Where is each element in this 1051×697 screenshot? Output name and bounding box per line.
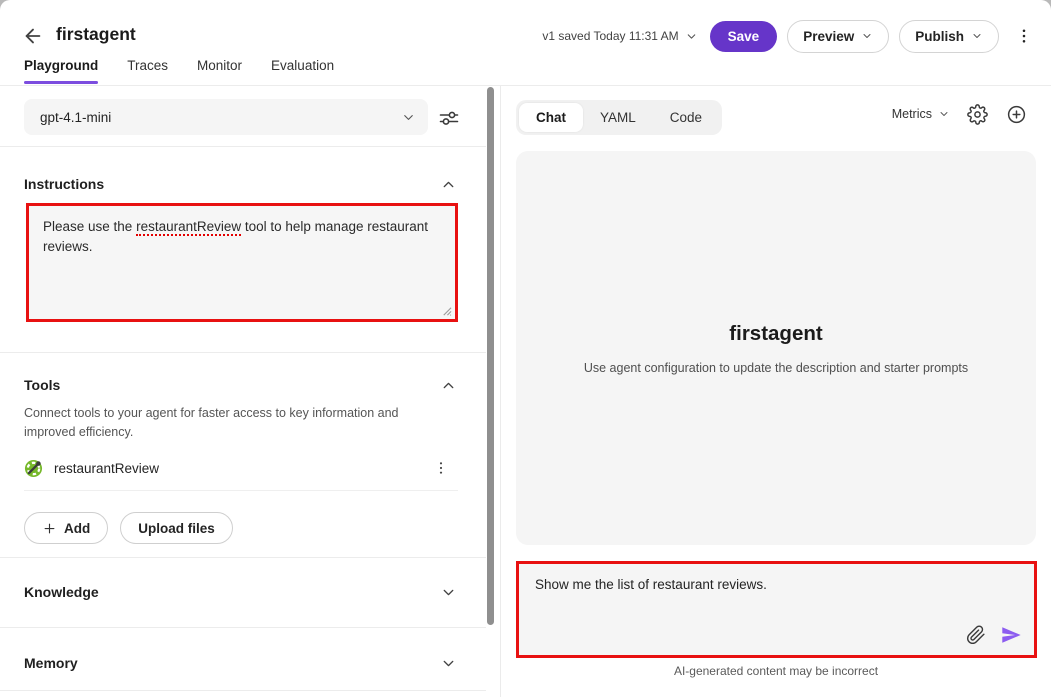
tab-chat[interactable]: Chat — [519, 103, 583, 132]
instructions-section-title: Instructions — [24, 176, 105, 192]
instructions-collapse-button[interactable] — [440, 172, 464, 196]
instructions-text-after: tool to help manage restaurant reviews. — [43, 219, 428, 255]
chat-settings-button[interactable] — [967, 103, 989, 125]
header-actions — [540, 18, 1037, 54]
page-title: firstagent — [56, 24, 136, 44]
chevron-up-icon — [440, 377, 464, 394]
chevron-down-icon — [401, 110, 416, 125]
preview-button-label: Preview — [803, 28, 855, 44]
add-tool-button[interactable] — [24, 512, 108, 544]
arrow-left-icon — [22, 25, 44, 47]
chat-toolbar-actions — [892, 103, 1028, 125]
metrics-label: Metrics — [891, 107, 932, 121]
chevron-down-icon — [685, 30, 698, 43]
tab-evaluation[interactable]: Evaluation — [271, 58, 335, 73]
attach-file-button[interactable] — [966, 624, 988, 646]
view-switcher — [516, 100, 722, 135]
tab-yaml[interactable]: YAML — [583, 103, 653, 132]
chat-conversation-area — [516, 151, 1036, 545]
tool-name: restaurantReview — [54, 460, 160, 476]
divider — [0, 557, 486, 558]
publish-button-label: Publish — [915, 28, 964, 44]
agent-config-panel — [0, 86, 497, 697]
tools-section-title: Tools — [24, 377, 61, 393]
tools-description: Connect tools to your agent for faster access to key information and improved efficiency. — [24, 406, 399, 440]
chat-input-actions — [966, 624, 1022, 646]
back-button[interactable] — [22, 25, 44, 47]
chat-empty-state-title: firstagent — [729, 321, 823, 345]
plus-icon — [42, 521, 57, 536]
gear-icon — [967, 104, 989, 125]
upload-files-button-label: Upload files — [138, 520, 215, 536]
save-button-label: Save — [727, 28, 760, 44]
add-tool-button-label: Add — [64, 520, 91, 536]
memory-section-title: Memory — [24, 655, 78, 671]
chat-empty-state-subtitle: Use agent configuration to update the description and starter prompts — [583, 360, 969, 375]
knowledge-section-title: Knowledge — [24, 584, 99, 600]
chevron-down-icon — [861, 30, 873, 42]
save-button[interactable] — [710, 21, 778, 52]
sliders-icon — [437, 106, 463, 130]
tab-code[interactable]: Code — [653, 103, 719, 132]
resize-handle-icon[interactable] — [441, 305, 452, 316]
new-chat-plus-icon — [1006, 104, 1028, 125]
tool-list-item[interactable] — [24, 453, 460, 483]
chat-input[interactable] — [516, 561, 1037, 658]
send-icon — [1000, 624, 1022, 646]
more-options-button[interactable] — [1015, 23, 1037, 49]
chevron-down-icon — [440, 655, 464, 672]
knowledge-expand-button[interactable] — [440, 580, 464, 604]
chevron-down-icon — [938, 108, 950, 120]
version-label: v1 saved Today 11:31 AM — [542, 29, 679, 43]
chat-input-value: Show me the list of restaurant reviews. — [535, 577, 767, 592]
model-selector[interactable] — [24, 99, 428, 135]
kebab-menu-icon — [1015, 27, 1037, 45]
metrics-dropdown[interactable] — [892, 107, 950, 121]
chevron-up-icon — [440, 176, 464, 193]
divider — [0, 352, 486, 353]
new-chat-button[interactable] — [1006, 103, 1028, 125]
tab-playground[interactable]: Playground — [24, 58, 98, 84]
chat-panel — [501, 86, 1051, 697]
tools-collapse-button[interactable] — [440, 373, 464, 397]
divider — [24, 490, 458, 491]
instructions-textarea[interactable] — [26, 203, 458, 322]
model-parameters-button[interactable] — [437, 105, 463, 131]
model-selector-value: gpt-4.1-mini — [40, 109, 112, 125]
upload-files-button[interactable] — [120, 512, 233, 544]
instructions-text-highlighted: restaurantReview — [136, 219, 242, 234]
chevron-down-icon — [440, 584, 464, 601]
publish-button[interactable] — [899, 20, 999, 53]
preview-button[interactable] — [787, 20, 889, 53]
kebab-menu-icon — [433, 460, 457, 476]
version-dropdown[interactable] — [540, 25, 699, 47]
tool-icon — [24, 459, 43, 478]
chevron-down-icon — [971, 30, 983, 42]
tab-monitor[interactable]: Monitor — [197, 58, 243, 73]
divider — [0, 146, 486, 147]
tab-traces[interactable]: Traces — [127, 58, 169, 73]
divider — [0, 627, 486, 628]
memory-expand-button[interactable] — [440, 651, 464, 675]
paperclip-icon — [966, 625, 988, 645]
page-tab-bar — [24, 58, 334, 84]
ai-disclaimer: AI-generated content may be incorrect — [673, 664, 879, 678]
tools-actions — [24, 512, 233, 544]
send-message-button[interactable] — [1000, 624, 1022, 646]
instructions-text-before: Please use the — [43, 219, 137, 234]
vertical-scrollbar[interactable] — [487, 87, 494, 625]
tool-options-button[interactable] — [433, 456, 457, 480]
divider — [0, 690, 486, 691]
